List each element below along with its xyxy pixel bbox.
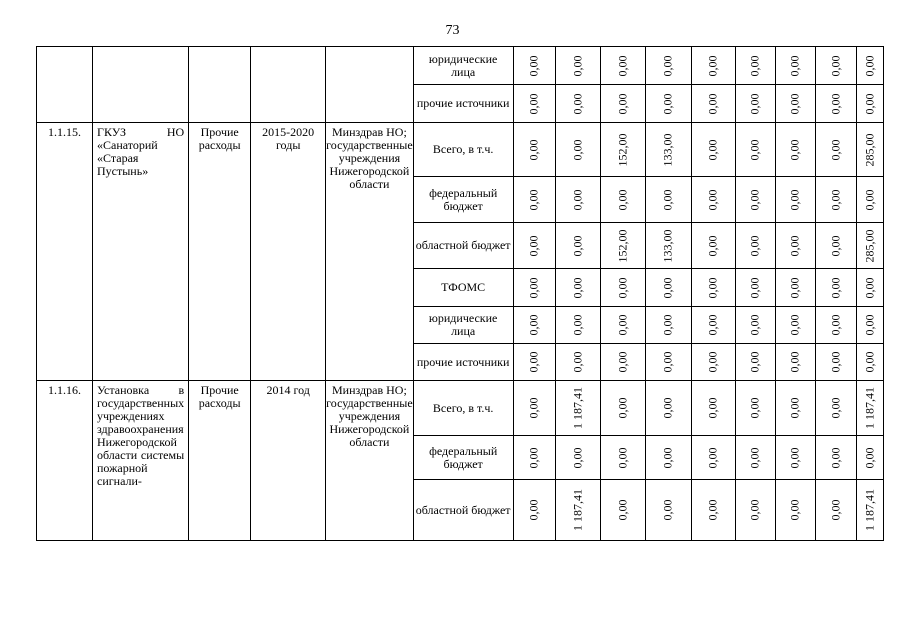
value-cell: [600, 47, 645, 85]
value-cell: [555, 223, 600, 269]
value-text: 0,00: [787, 397, 802, 419]
value-text: 0,00: [828, 447, 843, 468]
value-text: 0,00: [526, 397, 541, 419]
value-text: 0,00: [570, 447, 585, 468]
value-text: 1 187,41: [862, 489, 877, 531]
value-cell: [645, 381, 691, 436]
value-cell: [856, 47, 883, 85]
value-text: 0,00: [660, 277, 675, 298]
value-text: 0,00: [570, 314, 585, 336]
funding-source-label: юридические лица: [413, 47, 513, 85]
value-text: 0,00: [660, 499, 675, 521]
value-text: 133,00: [660, 229, 675, 262]
table-row: [37, 47, 884, 85]
value-text: 0,00: [787, 447, 802, 468]
expense-type: Прочие расходы: [189, 381, 251, 541]
value-text: 0,00: [526, 314, 541, 336]
value-text: 0,00: [747, 235, 762, 256]
value-cell: [691, 436, 735, 480]
value-cell: [555, 480, 600, 541]
value-text: 0,00: [747, 277, 762, 298]
value-text: 0,00: [828, 351, 843, 373]
value-text: 0,00: [526, 351, 541, 373]
value-text: 0,00: [526, 447, 541, 468]
row-name: ГКУЗ НО «Санаторий «Старая Пустынь»: [93, 123, 189, 381]
value-cell: [600, 480, 645, 541]
value-text: 0,00: [615, 277, 630, 298]
value-cell: [691, 177, 735, 223]
value-text: 152,00: [615, 229, 630, 262]
value-cell: [856, 269, 883, 307]
value-cell: [645, 436, 691, 480]
value-text: 0,00: [705, 447, 720, 468]
value-cell: [735, 47, 775, 85]
period: 2014 год: [251, 381, 326, 541]
funding-source-label: прочие источники: [413, 85, 513, 123]
value-cell: [775, 269, 815, 307]
period: [251, 47, 326, 123]
value-cell: [775, 123, 815, 177]
table-row: [37, 381, 884, 436]
value-cell: [513, 436, 555, 480]
value-cell: [645, 223, 691, 269]
value-cell: [815, 85, 856, 123]
value-cell: [691, 47, 735, 85]
value-cell: [856, 85, 883, 123]
value-text: 0,00: [787, 55, 802, 76]
value-text: 0,00: [747, 499, 762, 521]
value-cell: [555, 47, 600, 85]
value-text: 0,00: [828, 235, 843, 256]
value-cell: [645, 177, 691, 223]
value-cell: [775, 344, 815, 381]
value-cell: [815, 344, 856, 381]
row-number: 1.1.15.: [37, 123, 93, 381]
value-text: 0,00: [705, 277, 720, 298]
value-cell: [856, 123, 883, 177]
funding-source-label: Всего, в т.ч.: [413, 381, 513, 436]
value-text: 0,00: [660, 189, 675, 210]
value-cell: [600, 177, 645, 223]
period: 2015-2020 годы: [251, 123, 326, 381]
value-cell: [735, 85, 775, 123]
value-text: 0,00: [787, 314, 802, 336]
value-text: 0,00: [705, 93, 720, 114]
funding-source-label: федеральный бюджет: [413, 177, 513, 223]
value-text: 0,00: [660, 93, 675, 114]
value-cell: [735, 177, 775, 223]
funding-source-label: юридические лица: [413, 307, 513, 344]
row-name: Установка в государственных учреждениях здравоохранения Нижегородской области системы пожарной сигнали-: [93, 381, 189, 541]
value-text: 0,00: [615, 93, 630, 114]
value-cell: [775, 381, 815, 436]
value-cell: [735, 480, 775, 541]
value-cell: [691, 344, 735, 381]
value-text: 0,00: [570, 189, 585, 210]
value-text: 0,00: [828, 93, 843, 114]
executor: [326, 47, 413, 123]
value-text: 0,00: [862, 93, 877, 114]
value-text: 0,00: [747, 314, 762, 336]
value-cell: [815, 307, 856, 344]
value-text: 0,00: [862, 189, 877, 210]
value-text: 0,00: [570, 55, 585, 76]
value-cell: [513, 123, 555, 177]
value-cell: [856, 307, 883, 344]
value-cell: [735, 223, 775, 269]
value-text: 0,00: [660, 447, 675, 468]
expense-type: [189, 47, 251, 123]
value-text: 1 187,41: [570, 387, 585, 429]
value-cell: [555, 269, 600, 307]
value-cell: [555, 307, 600, 344]
value-text: 0,00: [615, 189, 630, 210]
value-text: 0,00: [615, 447, 630, 468]
row-number: 1.1.16.: [37, 381, 93, 541]
row-name: [93, 47, 189, 123]
funding-source-label: прочие источники: [413, 344, 513, 381]
value-text: 0,00: [526, 139, 541, 160]
value-cell: [513, 344, 555, 381]
value-cell: [815, 123, 856, 177]
value-text: 1 187,41: [570, 489, 585, 531]
value-text: 0,00: [828, 189, 843, 210]
value-text: 152,00: [615, 133, 630, 166]
value-cell: [735, 436, 775, 480]
value-cell: [775, 436, 815, 480]
value-cell: [513, 307, 555, 344]
value-cell: [600, 223, 645, 269]
value-cell: [775, 85, 815, 123]
value-cell: [645, 47, 691, 85]
value-text: 0,00: [862, 277, 877, 298]
value-cell: [856, 381, 883, 436]
value-cell: [691, 85, 735, 123]
value-text: 0,00: [862, 314, 877, 336]
value-text: 1 187,41: [862, 387, 877, 429]
value-cell: [645, 480, 691, 541]
value-cell: [600, 269, 645, 307]
value-cell: [513, 480, 555, 541]
value-cell: [815, 436, 856, 480]
value-text: 0,00: [828, 314, 843, 336]
value-text: 0,00: [862, 351, 877, 373]
value-text: 0,00: [660, 397, 675, 419]
value-text: 0,00: [570, 235, 585, 256]
value-text: 0,00: [828, 397, 843, 419]
budget-table: [36, 46, 884, 541]
value-cell: [815, 177, 856, 223]
value-cell: [815, 381, 856, 436]
value-cell: [775, 480, 815, 541]
value-cell: [691, 381, 735, 436]
value-text: 0,00: [526, 93, 541, 114]
value-text: 0,00: [526, 55, 541, 76]
value-cell: [856, 223, 883, 269]
table-row: [37, 123, 884, 177]
value-text: 0,00: [660, 314, 675, 336]
value-text: 0,00: [828, 499, 843, 521]
value-cell: [600, 85, 645, 123]
funding-source-label: областной бюджет: [413, 480, 513, 541]
value-text: 0,00: [570, 139, 585, 160]
value-text: 0,00: [705, 397, 720, 419]
value-text: 0,00: [705, 55, 720, 76]
value-text: 0,00: [570, 351, 585, 373]
value-text: 0,00: [705, 314, 720, 336]
value-text: 0,00: [615, 397, 630, 419]
value-cell: [645, 85, 691, 123]
value-cell: [775, 47, 815, 85]
value-cell: [555, 177, 600, 223]
value-text: 0,00: [747, 139, 762, 160]
value-cell: [513, 269, 555, 307]
value-cell: [555, 436, 600, 480]
value-text: 0,00: [705, 139, 720, 160]
executor: Минздрав НО; государственные учреждения Нижегородской области: [326, 123, 413, 381]
value-text: 0,00: [705, 235, 720, 256]
value-cell: [815, 223, 856, 269]
value-text: 0,00: [747, 93, 762, 114]
value-cell: [691, 269, 735, 307]
value-text: 285,00: [862, 229, 877, 262]
value-text: 133,00: [660, 133, 675, 166]
value-text: 0,00: [747, 351, 762, 373]
funding-source-label: областной бюджет: [413, 223, 513, 269]
value-cell: [775, 177, 815, 223]
value-text: 0,00: [862, 447, 877, 468]
value-cell: [555, 85, 600, 123]
value-text: 0,00: [570, 93, 585, 114]
page-number: 73: [445, 23, 460, 38]
value-text: 0,00: [570, 277, 585, 298]
value-text: 0,00: [615, 351, 630, 373]
value-text: 0,00: [828, 277, 843, 298]
value-text: 0,00: [787, 139, 802, 160]
value-cell: [645, 269, 691, 307]
value-cell: [775, 223, 815, 269]
value-text: 0,00: [660, 55, 675, 76]
value-cell: [600, 123, 645, 177]
value-cell: [856, 344, 883, 381]
executor: Минздрав НО; государственные учреждения Нижегородской области: [326, 381, 413, 541]
value-cell: [735, 344, 775, 381]
value-text: 0,00: [615, 499, 630, 521]
value-text: 0,00: [787, 93, 802, 114]
value-cell: [856, 177, 883, 223]
value-text: 0,00: [615, 314, 630, 336]
value-cell: [815, 480, 856, 541]
value-cell: [555, 381, 600, 436]
value-cell: [735, 381, 775, 436]
value-cell: [775, 307, 815, 344]
value-text: 0,00: [787, 499, 802, 521]
value-cell: [815, 269, 856, 307]
value-cell: [513, 85, 555, 123]
value-cell: [555, 123, 600, 177]
value-cell: [600, 381, 645, 436]
value-text: 0,00: [747, 397, 762, 419]
value-cell: [691, 480, 735, 541]
value-text: 0,00: [828, 139, 843, 160]
value-cell: [691, 123, 735, 177]
value-text: 0,00: [862, 55, 877, 76]
row-number: [37, 47, 93, 123]
value-text: 0,00: [787, 235, 802, 256]
value-text: 0,00: [705, 499, 720, 521]
value-text: 0,00: [747, 189, 762, 210]
value-text: 0,00: [828, 55, 843, 76]
value-text: 0,00: [526, 277, 541, 298]
value-cell: [513, 381, 555, 436]
value-cell: [513, 177, 555, 223]
value-cell: [600, 307, 645, 344]
value-text: 0,00: [705, 189, 720, 210]
value-text: 0,00: [526, 189, 541, 210]
value-cell: [645, 344, 691, 381]
value-cell: [735, 123, 775, 177]
value-text: 0,00: [660, 351, 675, 373]
value-text: 0,00: [526, 235, 541, 256]
value-text: 0,00: [747, 55, 762, 76]
value-cell: [691, 223, 735, 269]
value-text: 0,00: [615, 55, 630, 76]
value-cell: [856, 436, 883, 480]
value-cell: [645, 307, 691, 344]
value-cell: [600, 436, 645, 480]
value-cell: [513, 223, 555, 269]
value-cell: [555, 344, 600, 381]
value-cell: [815, 47, 856, 85]
funding-source-label: ТФОМС: [413, 269, 513, 307]
funding-source-label: федеральный бюджет: [413, 436, 513, 480]
value-cell: [645, 123, 691, 177]
expense-type: Прочие расходы: [189, 123, 251, 381]
value-text: 0,00: [787, 189, 802, 210]
value-text: 0,00: [526, 499, 541, 521]
value-text: 0,00: [747, 447, 762, 468]
value-cell: [856, 480, 883, 541]
value-cell: [735, 269, 775, 307]
value-cell: [735, 307, 775, 344]
funding-source-label: Всего, в т.ч.: [413, 123, 513, 177]
value-text: 0,00: [787, 351, 802, 373]
value-text: 0,00: [787, 277, 802, 298]
value-cell: [691, 307, 735, 344]
value-cell: [513, 47, 555, 85]
value-text: 285,00: [862, 133, 877, 166]
value-text: 0,00: [705, 351, 720, 373]
value-cell: [600, 344, 645, 381]
